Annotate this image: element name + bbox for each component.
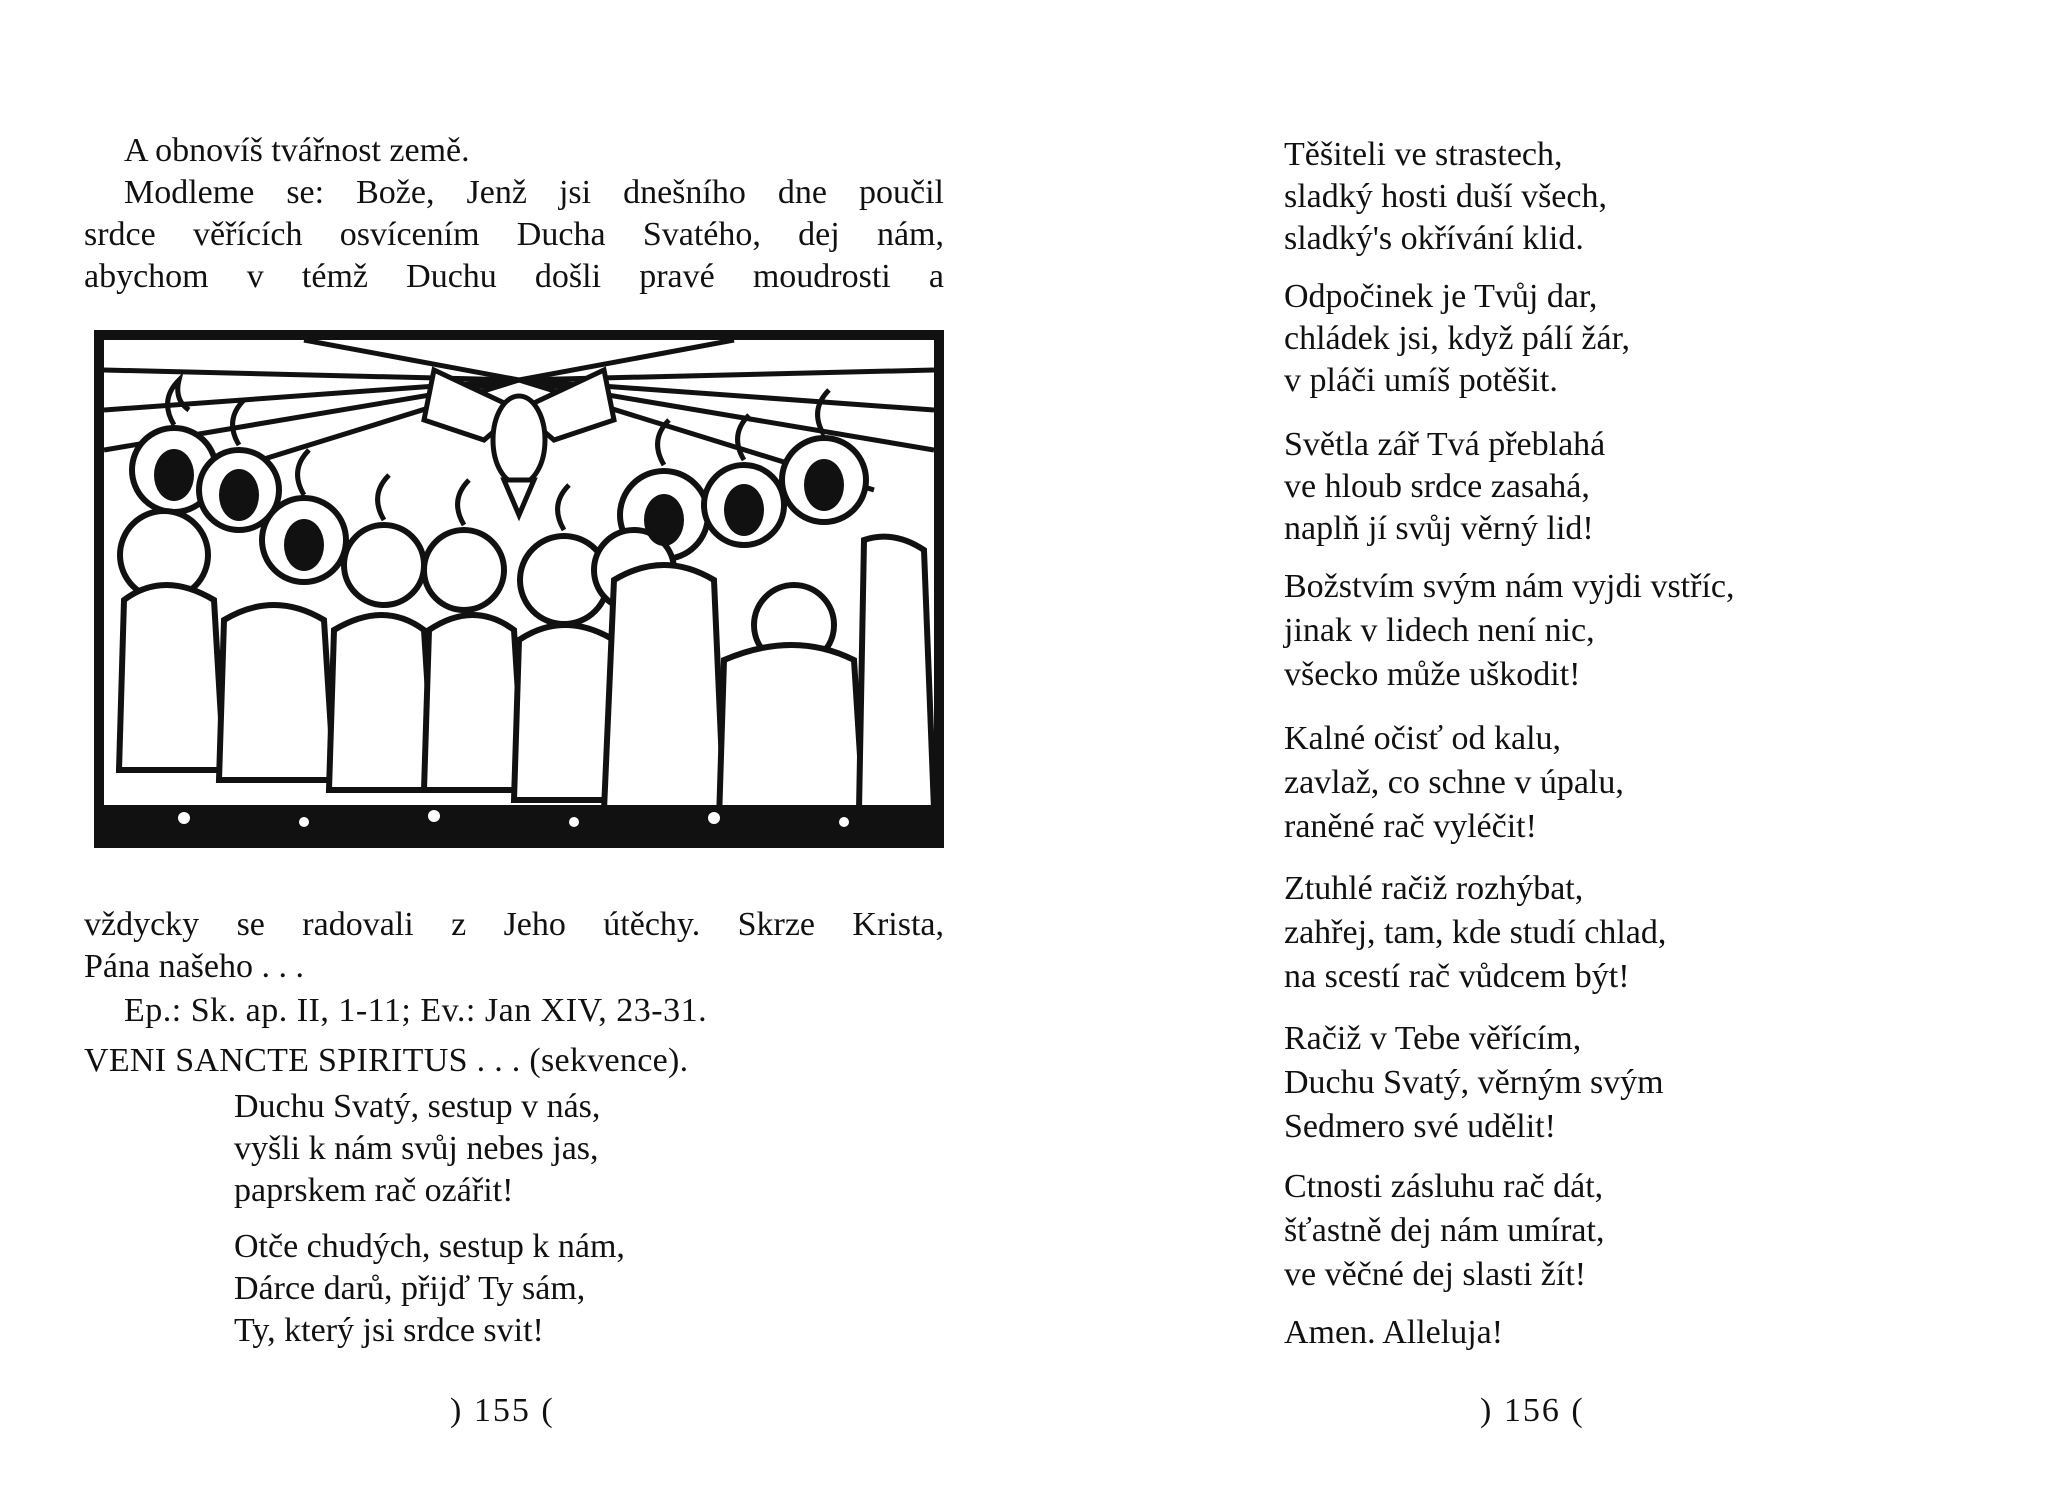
- sequence-heading: VENI SANCTE SPIRITUS . . . (sekvence).: [84, 1042, 689, 1079]
- verse-line: jinak v lidech není nic,: [1284, 612, 1595, 649]
- verse-line: Duchu Svatý, věrným svým: [1284, 1064, 1664, 1101]
- text-line: abychom v témž Duchu došli pravé moudrosti a: [84, 258, 944, 295]
- verse-line: ve hloub srdce zasahá,: [1284, 468, 1590, 505]
- verse-line: raněné rač vyléčit!: [1284, 808, 1537, 845]
- text-line: vždycky se radovali z Jeho útěchy. Skrze Krista,: [84, 906, 944, 943]
- verse-line: Duchu Svatý, sestup v nás,: [234, 1088, 601, 1125]
- right-page: [1024, 0, 2048, 1500]
- verse-line: v pláči umíš potěšit.: [1284, 362, 1558, 399]
- verse-line: na scestí rač vůdcem být!: [1284, 958, 1630, 995]
- verse-line: Dárce darů, přijď Ty sám,: [234, 1270, 586, 1307]
- scripture-reference: Ep.: Sk. ap. II, 1-11; Ev.: Jan XIV, 23-31.: [124, 992, 708, 1029]
- verse-line: sladký's okřívání klid.: [1284, 220, 1584, 257]
- text-line: Pána našeho . . .: [84, 948, 305, 985]
- verse-line: Račiž v Tebe věřícím,: [1284, 1020, 1582, 1057]
- verse-line: všecko může uškodit!: [1284, 656, 1581, 693]
- text-line: A obnovíš tvářnost země.: [124, 132, 470, 169]
- verse-line: naplň jí svůj věrný lid!: [1284, 510, 1594, 547]
- verse-line: chládek jsi, když pálí žár,: [1284, 320, 1631, 357]
- page-number: ) 155 (: [450, 1392, 555, 1429]
- verse-line: sladký hosti duší všech,: [1284, 178, 1607, 215]
- closing-line: Amen. Alleluja!: [1284, 1314, 1504, 1351]
- pentecost-woodcut-icon: [94, 330, 944, 848]
- text-line: srdce věřících osvícením Ducha Svatého, dej nám,: [84, 216, 944, 253]
- verse-line: Božstvím svým nám vyjdi vstříc,: [1284, 568, 1735, 605]
- verse-line: Odpočinek je Tvůj dar,: [1284, 278, 1598, 315]
- verse-line: Světla zář Tvá přeblahá: [1284, 426, 1606, 463]
- verse-line: Otče chudých, sestup k nám,: [234, 1228, 625, 1265]
- verse-line: zahřej, tam, kde studí chlad,: [1284, 914, 1667, 951]
- page-number: ) 156 (: [1480, 1392, 1585, 1429]
- left-page: [0, 0, 1000, 1500]
- verse-line: šťastně dej nám umírat,: [1284, 1212, 1605, 1249]
- text-line: Modleme se: Bože, Jenž jsi dnešního dne poučil: [124, 174, 944, 211]
- verse-line: paprskem rač ozářit!: [234, 1172, 514, 1209]
- verse-line: Kalné očisť od kalu,: [1284, 720, 1562, 757]
- verse-line: Ctnosti zásluhu rač dát,: [1284, 1168, 1604, 1205]
- verse-line: Ztuhlé račiž rozhýbat,: [1284, 870, 1584, 907]
- verse-line: zavlaž, co schne v úpalu,: [1284, 764, 1624, 801]
- verse-line: vyšli k nám svůj nebes jas,: [234, 1130, 599, 1167]
- verse-line: ve věčné dej slasti žít!: [1284, 1256, 1587, 1293]
- verse-line: Těšiteli ve strastech,: [1284, 136, 1563, 173]
- verse-line: Sedmero své udělit!: [1284, 1108, 1556, 1145]
- verse-line: Ty, který jsi srdce svit!: [234, 1312, 544, 1349]
